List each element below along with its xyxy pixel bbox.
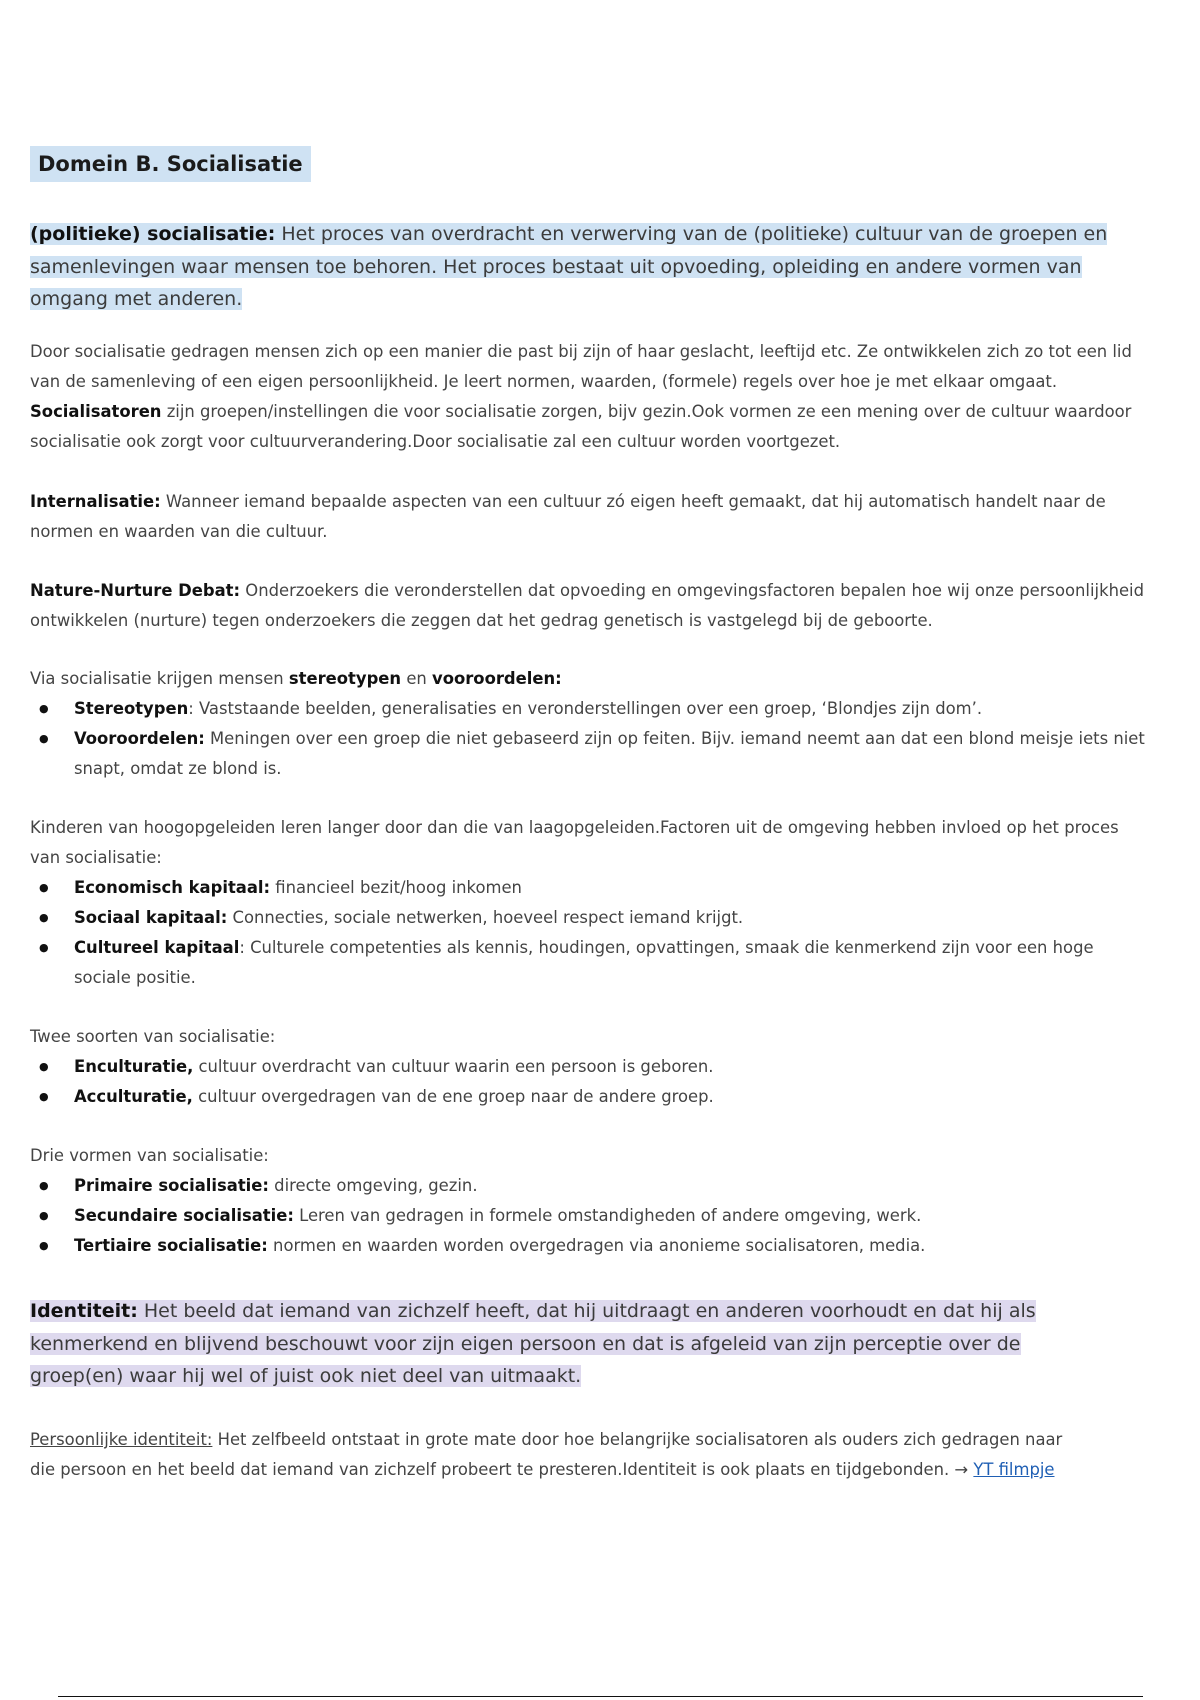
list-item [30, 694, 1150, 724]
list-item-text: normen en waarden worden overgedragen via anonieme socialisatoren, media. [267, 1236, 926, 1255]
list-item-text: : Vaststaande beelden, generalisaties en veronderstellingen over een groep, ‘Blondjes zijn dom’. [188, 699, 983, 718]
section-intro: Kinderen van hoogopgeleiden leren langer door dan die van laagopgeleiden.Factoren uit de omgeving hebben invloed op het proces van socialisatie: [30, 818, 1119, 867]
list-item-term: Secundaire socialisatie: [74, 1206, 294, 1225]
list-item [30, 1171, 1150, 1201]
list-item-term: Sociaal kapitaal: [74, 908, 228, 927]
kapitaal-list [30, 873, 1150, 993]
section-stereotypen [30, 664, 1150, 784]
list-item [30, 1231, 1150, 1261]
definition-socialisatie-text: Het proces van overdracht en verwerving van de (politieke) cultuur van de groepen en samenlevingen waar mensen toe behoren. Het proces bestaat uit opvoeding, opleiding en andere vormen van omgang met anderen. [30, 223, 1108, 310]
page-title: Domein B. Socialisatie [30, 146, 311, 182]
section-kapitaal [30, 813, 1150, 993]
list-item-text: : Culturele competenties als kennis, houdingen, opvattingen, smaak die kenmerkend zijn voor een hoge sociale positie. [74, 938, 1094, 987]
paragraph-text: zijn groepen/instellingen die voor socialisatie zorgen, bijv gezin.Ook vormen ze een mening over de cultuur waardoor socialisatie ook zorgt voor cultuurverandering.Door socialisatie zal een cultuur worden voortgezet. [30, 402, 1132, 451]
list-item-term: Cultureel kapitaal [74, 938, 240, 957]
list-item-text: cultuur overgedragen van de ene groep naar de andere groep. [192, 1087, 714, 1106]
section-vormen [30, 1141, 1150, 1261]
section-intro: Twee soorten van socialisatie: [30, 1027, 276, 1046]
yt-video-link[interactable]: YT filmpje [973, 1460, 1055, 1479]
list-item-term: Enculturatie, [74, 1057, 194, 1076]
list-item-term: Acculturatie, [74, 1087, 193, 1106]
definition-text: Het zelfbeeld ontstaat in grote mate door hoe belangrijke socialisatoren als ouders zich gedragen naar die persoon en het beeld dat iemand van zichzelf probeert te presteren.Identiteit is ook plaats en tijdgebonden. → [30, 1430, 1063, 1479]
list-item-term: Economisch kapitaal: [74, 878, 271, 897]
list-item-text: financieel bezit/hoog inkomen [270, 878, 522, 897]
list-item [30, 873, 1150, 903]
list-item-text: directe omgeving, gezin. [268, 1176, 478, 1195]
definition-identiteit [30, 1295, 1080, 1393]
list-item [30, 724, 1150, 784]
list-item-text: Leren van gedragen in formele omstandigheden of andere omgeving, werk. [293, 1206, 922, 1225]
term-socialisatie: (politieke) socialisatie: [30, 223, 276, 245]
paragraph-text: Door socialisatie gedragen mensen zich op een manier die past bij zijn of haar geslacht, leeftijd etc. Ze ontwikkelen zich zo tot een lid van de samenleving of een eigen persoonlijkheid. Je leert normen, waarden, (formele) regels over hoe je met elkaar omgaat. [30, 342, 1132, 391]
vormen-list [30, 1171, 1150, 1261]
term-vooroordelen: vooroordelen: [432, 669, 562, 688]
list-item-text: Meningen over een groep die niet gebaseerd zijn op feiten. Bijv. iemand neemt aan dat een blond meisje iets niet snapt, omdat ze blond is. [74, 729, 1145, 778]
definition-text: Onderzoekers die veronderstellen dat opvoeding en omgevingsfactoren bepalen hoe wij onze persoonlijkheid ontwikkelen (nurture) tegen onderzoekers die zeggen dat het gedrag genetisch is vastgelegd bij de geboorte. [30, 581, 1144, 630]
definition-internalisatie [30, 487, 1150, 547]
term-stereotypen: stereotypen [288, 669, 402, 688]
paragraph-socialisatie [30, 337, 1150, 457]
definition-identiteit-text: Het beeld dat iemand van zichzelf heeft, dat hij uitdraagt en anderen voorhoudt en dat hij als kenmerkend en blijvend beschouwt voor zijn eigen persoon en dat is afgeleid van zijn perceptie over de groep(en) waar hij wel of juist ook niet deel van uitmaakt. [30, 1300, 1036, 1387]
definition-socialisatie [30, 218, 1150, 316]
list-item [30, 1201, 1150, 1231]
list-item [30, 1082, 1150, 1112]
term-persoonlijke-identiteit: Persoonlijke identiteit: [30, 1430, 213, 1449]
term-socialisatoren: Socialisatoren [30, 402, 162, 421]
soorten-list [30, 1052, 1150, 1112]
term-nature-nurture: Nature-Nurture Debat: [30, 581, 241, 600]
definition-nature-nurture [30, 576, 1150, 636]
list-item-term: Stereotypen [74, 699, 189, 718]
list-item [30, 933, 1150, 993]
list-item-text: cultuur overdracht van cultuur waarin een persoon is geboren. [193, 1057, 714, 1076]
list-item-term: Tertiaire socialisatie: [74, 1236, 268, 1255]
section-intro: Via socialisatie krijgen mensen [30, 669, 289, 688]
footer-divider [58, 1696, 1143, 1697]
section-intro: en [401, 669, 433, 688]
list-item [30, 903, 1150, 933]
term-identiteit: Identiteit: [30, 1300, 138, 1322]
list-item-term: Vooroordelen: [74, 729, 205, 748]
definition-persoonlijke-identiteit [30, 1425, 1070, 1485]
term-internalisatie: Internalisatie: [30, 492, 161, 511]
definition-text: Wanneer iemand bepaalde aspecten van een cultuur zó eigen heeft gemaakt, dat hij automatisch handelt naar de normen en waarden van die cultuur. [30, 492, 1106, 541]
section-soorten [30, 1022, 1150, 1112]
list-item [30, 1052, 1150, 1082]
list-item-term: Primaire socialisatie: [74, 1176, 269, 1195]
list-item-text: Connecties, sociale netwerken, hoeveel respect iemand krijgt. [227, 908, 744, 927]
section-intro: Drie vormen van socialisatie: [30, 1146, 269, 1165]
stereotypen-list [30, 694, 1150, 784]
